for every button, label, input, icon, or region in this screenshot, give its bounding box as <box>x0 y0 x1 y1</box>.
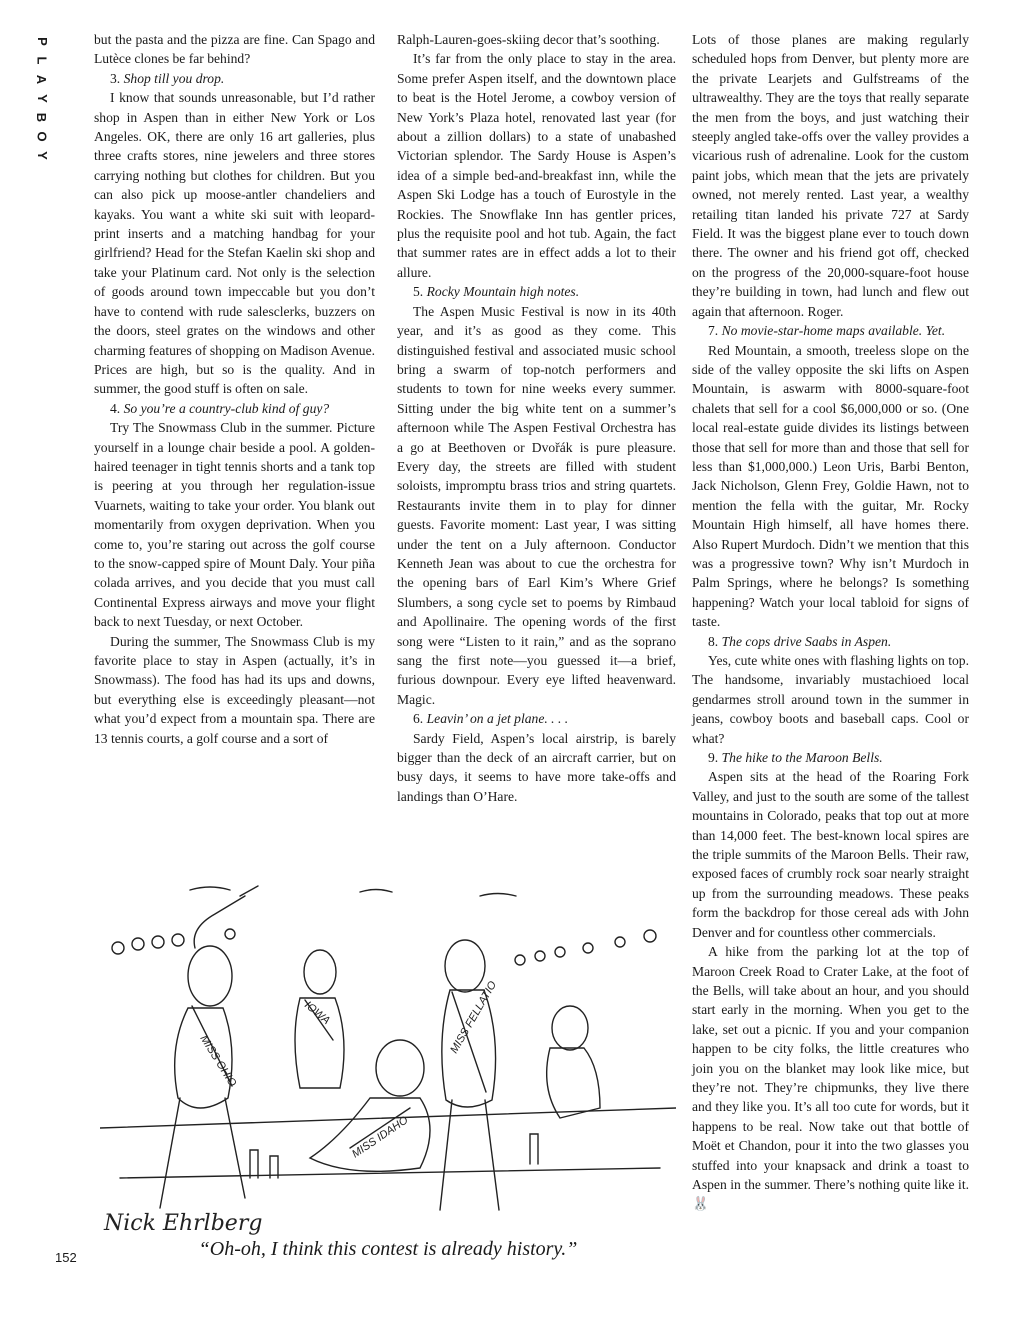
sash-label: MISS FELLATIO <box>448 979 500 1056</box>
body-paragraph: Try The Snowmass Club in the summer. Picture yourself in a lounge chair beside a pool. A golden-haired teenager in tight tennis shorts and a tank top is peering at you through her regulation-issue Vuarnets, waiting to take your order. You blank out momentarily from oxygen deprivation. When you come to, you’re staring out across the golf course to the snow-capped spire of Mount Daly. Your piña colada arrives, and you decide that you must call Continental Express airways and move your flight back to next Tuesday, or next October. <box>94 420 375 630</box>
running-head-letter: A <box>34 74 50 85</box>
body-paragraph: Ralph-Lauren-goes-skiing decor that’s soothing. <box>397 32 660 47</box>
running-head <box>22 32 62 165</box>
subhead-number: 6. <box>413 711 427 727</box>
subhead-text: The hike to the Maroon Bells. <box>721 750 883 766</box>
body-paragraph: A hike from the parking lot at the top of Maroon Creek Road to Crater Lake, at the foot of the Bells, will take about an hour, and you should start early in the morning. When you get to the lake, set out a picnic. If you and your companion happen to be city folks, the little creatures who join you on the blanket may look like mice, but they’re not. They’re chipmunks, they live there and they like you. It’s all too cute for words, but it happens to be real. Now take out that bottle of Moët et Chandon, pour it into the two glasses you stuffed into your knapsack and drink a toast to Aspen in the summer. There’s nothing quite like it. 🐰 <box>692 944 969 1212</box>
body-paragraph: Aspen sits at the head of the Roaring Fork Valley, and just to the south are some of the tallest mountains in Colorado, peaks that top out at more than 14,000 feet. The best-known local spires are the triple summits of the Maroon Bells. Their raw, exposed faces of crumbly rock soar nearly straight up from the surrounding meadows. These peaks form the backdrop for those cereal ads with John Denver and for countless other commercials. <box>692 769 969 940</box>
artist-signature: Nick Ehrlberg <box>104 1211 263 1236</box>
subhead-text: No movie-star-home maps available. Yet. <box>721 323 946 339</box>
body-paragraph: Lots of those planes are making regularly scheduled hops from Denver, but plenty more are the private Learjets and Gulfstreams of the ultrawealthy. They are the toys that really separate the men from the boys, and just watching their steeply angled take-offs over the valley provides a vicarious rush of adrenaline. Look for the custom paint jobs, which mean that the jets are privately owned, not merely rented. Last year, a wealthy retailing titan landed his private 727 at Sardy Field. It was the biggest plane ever to touch down there. The owner and his friend got off, checked on the progress of the 20,000-square-foot house they’re building in town, had lunch and flew out again that afternoon. Roger. <box>692 32 969 319</box>
column-2 <box>397 30 676 806</box>
running-head-letter: L <box>34 56 50 65</box>
subhead-text: Shop till you drop. <box>123 70 225 86</box>
subhead-number: 7. <box>708 323 722 339</box>
mirror-bulbs <box>112 929 656 965</box>
subhead <box>692 748 969 767</box>
subhead-text: The cops drive Saabs in Aspen. <box>721 633 892 649</box>
running-head-letter: Y <box>34 94 50 103</box>
subhead-number: 4. <box>110 400 124 416</box>
body-paragraph: During the summer, The Snowmass Club is my favorite place to stay in Aspen (actually, it’s in Snowmass). The food has had its ups and downs, but everything else is exceedingly pleasant—not what you’d expect from a mountain spa. There are 13 tennis courts, a golf course and a sort of <box>94 633 375 746</box>
body-paragraph: but the pasta and the pizza are fine. Can Spago and Lutèce clones be far behind? <box>94 32 375 67</box>
subhead-number: 9. <box>708 750 722 766</box>
column-1 <box>94 30 375 748</box>
running-head-letter: Y <box>34 151 50 160</box>
body-paragraph: The Aspen Music Festival is now in its 40th year, and it’s as good as they come. This distinguished festival and associated music school bring a swarm of top-notch performers and students to town for nine weeks every summer. Sitting under the big white tent on a summer’s afternoon while The Aspen Festival Orchestra has a go at Beethoven or Dvořák is pure pleasure. Every day, the streets are filled with student soloists, impromptu brass trios and string quartets. Restaurants invite them in to play for dinner guests. Favorite moment: Last year, I was sitting under the tent on a July afternoon. Conductor Kenneth Jean was about to cue the orchestra for the opening bars of Earl Kim’s Where Grief Slumbers, a song cycle set to poems by Rimbaud and Apollinaire. The opening words of the first song were “Listen to it rain,” and as the soprano sang the first note—you guessed it—a brief, furious downpour. Every eye lifted heavenward. Magic. <box>397 303 676 707</box>
subhead-number: 8. <box>708 633 722 649</box>
ceiling-light <box>360 890 392 893</box>
subhead-text: Rocky Mountain high notes. <box>426 284 580 300</box>
subhead <box>397 709 676 728</box>
subhead-number: 5. <box>413 284 427 300</box>
sash-label: MISS OHIO <box>197 1033 239 1089</box>
ceiling-light <box>480 894 516 897</box>
subhead <box>94 69 375 88</box>
cartoon-illustration <box>100 878 676 1238</box>
page-number: 152 <box>55 1250 77 1265</box>
subhead <box>692 632 969 651</box>
subhead <box>692 321 969 340</box>
cartoon-caption: “Oh-oh, I think this contest is already history.” <box>198 1238 578 1260</box>
body-paragraph: Yes, cute white ones with flashing lights on top. The handsome, invariably mustachioed local gendarmes stroll around town in the summer in jeans, cowboy boots and baseball caps. Cool or what? <box>692 653 969 746</box>
end-mark-icon: 🐰 <box>692 1196 709 1212</box>
subhead <box>397 282 676 301</box>
body-paragraph: Red Mountain, a smooth, treeless slope on the side of the valley opposite the ski lifts on Aspen Mountain, is aswarm with 8000-square-foot chalets that sell for a cool $6,000,000 or so. (One local real-estate guide divides its listings between those that sell for more than and those that sell for less than $1,000,000.) Leon Uris, Barbi Benton, Jack Nicholson, Glenn Frey, Goldie Hawn, not to mention the fella with the guitar, Mr. Rocky Mountain High himself, all have homes there. Also Rupert Murdoch. Didn’t we mention that this was a progressive town? Why isn’t Murdoch in Palm Springs, where he belongs? Is something happening? Watch your local tabloid for signs of taste. <box>692 342 969 630</box>
sash-label: MISS IDAHO <box>349 1114 411 1161</box>
subhead <box>94 399 375 418</box>
body-paragraph: It’s far from the only place to stay in the area. Some prefer Aspen itself, and the downtown place to beat is the Hotel Jerome, a cowboy version of New York’s Plaza hotel, renovated last year (for about a zillion dollars) to a state of unabashed Victorian splendor. The Sardy House is Aspen’s idea of a simple bed-and-breakfast inn, while the Aspen Ski Lodge has a touch of Eurostyle in the Rockies. The Snowflake Inn has gentler prices, plus the requisite pool and hot tub. Again, the fact that summer rates are in effect adds a lot to their allure. <box>397 51 676 280</box>
running-head-letter: B <box>34 112 50 123</box>
subhead-text: Leavin’ on a jet plane. . . . <box>426 711 569 727</box>
figure-miss-idaho <box>310 1040 430 1171</box>
running-head-letter: P <box>34 37 50 46</box>
column-3 <box>692 30 969 1214</box>
figure-seated-right <box>547 1006 600 1118</box>
subhead-text: So you’re a country-club kind of guy? <box>123 400 330 416</box>
sash-label: IOWA <box>302 999 333 1028</box>
body-paragraph: I know that sounds unreasonable, but I’d rather shop in Aspen than in either New York or Los Angeles. OK, there are only 16 art galleries, plus three crafts stores, nine jewelers and three stores carrying nothing but clothes for children. But you can also pick up moose-antler chandeliers and kayaks. You want a white ski suit with leopard-print inserts and a matching handbag for your girlfriend? Head for the Stefan Kaelin ski shop and take your Platinum card. Not only is the selection of goods around town impeccable but you don’t have to contend with rude salesclerks, buzzers on the doors, steel grates on the windows and other charming features of shopping on Madison Avenue. Prices are high, but so is the quality. And in summer, the good stuff is often on sale. <box>94 90 376 397</box>
running-head-letter: O <box>34 131 50 142</box>
body-paragraph: Sardy Field, Aspen’s local airstrip, is barely bigger than the deck of an aircraft carrier, but on busy days, it seems to have more take-offs and landings than O’Hare. <box>397 730 676 804</box>
ceiling-light <box>190 887 230 890</box>
subhead-number: 3. <box>110 70 124 86</box>
